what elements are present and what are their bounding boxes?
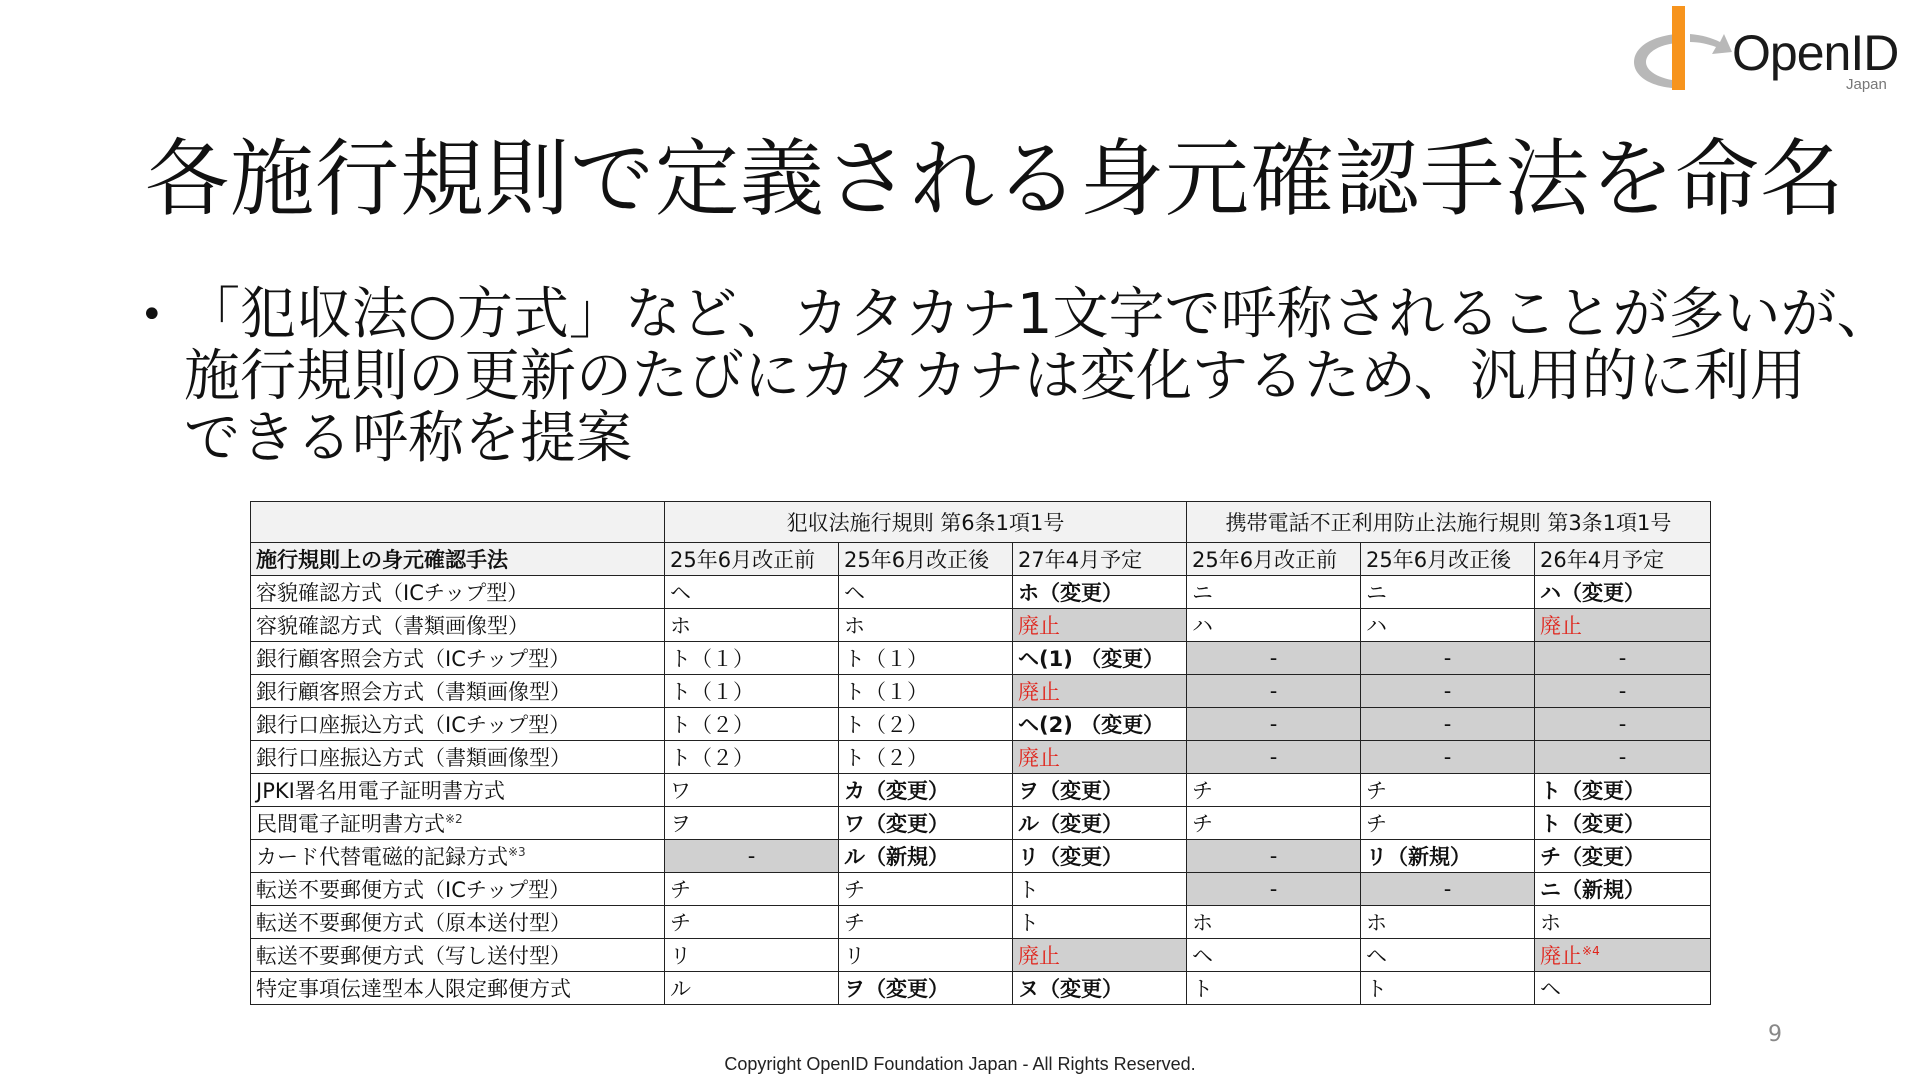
value-text: ホ: [670, 614, 691, 638]
method-cell: [251, 675, 665, 708]
method-cell: [251, 972, 665, 1005]
value-cell: [1361, 873, 1535, 906]
value-text: ト（２）: [844, 713, 928, 737]
method-label: 容貌確認方式（書類画像型）: [256, 614, 529, 638]
value-cell: [1013, 840, 1187, 873]
value-text: 廃止: [1018, 944, 1060, 968]
method-label: 銀行口座振込方式（書類画像型）: [256, 746, 571, 770]
value-text: ニ: [1366, 581, 1388, 605]
method-cell: [251, 807, 665, 840]
method-cell: [251, 840, 665, 873]
value-text: ヲ: [670, 812, 691, 836]
value-cell: [1535, 972, 1711, 1005]
value-cell: [1361, 675, 1535, 708]
value-text: チ: [1366, 812, 1388, 836]
method-label: 特定事項伝達型本人限定郵便方式: [256, 977, 571, 1001]
value-cell: [1535, 675, 1711, 708]
value-cell: [1535, 708, 1711, 741]
value-text: ハ: [1366, 614, 1388, 638]
value-text: ト: [1192, 977, 1214, 1001]
value-text: ヘ(1) （変更）: [1018, 647, 1165, 671]
value-cell: [1013, 807, 1187, 840]
table-row: [251, 972, 1711, 1005]
value-text: チ: [670, 878, 691, 902]
value-cell: [1361, 939, 1535, 972]
value-text: ヘ: [844, 581, 865, 605]
method-label: 転送不要郵便方式（写し送付型）: [256, 944, 571, 968]
value-text: -: [1618, 679, 1627, 703]
value-cell: [1361, 906, 1535, 939]
value-text: -: [1269, 745, 1278, 769]
value-cell: [1361, 576, 1535, 609]
value-cell: [1187, 972, 1361, 1005]
value-text: ホ: [1366, 911, 1388, 935]
value-text: ワ（変更）: [844, 812, 949, 836]
openid-logo-icon: [1628, 4, 1738, 94]
table-row: [251, 873, 1711, 906]
value-text: ニ: [1192, 581, 1214, 605]
slide-title: 各施行規則で定義される身元確認手法を命名: [145, 130, 1846, 228]
value-cell: [665, 609, 839, 642]
column-header: 26年4月予定: [1535, 543, 1711, 576]
value-text: 廃止: [1018, 746, 1060, 770]
value-cell: [1361, 807, 1535, 840]
openid-logo: [1628, 4, 1918, 94]
value-text: -: [1443, 679, 1452, 703]
value-text: ヘ: [1540, 977, 1562, 1001]
value-cell: [1361, 642, 1535, 675]
value-text: -: [747, 844, 756, 868]
value-text: -: [1443, 712, 1452, 736]
value-text: ト（２）: [844, 746, 928, 770]
value-cell: [839, 774, 1013, 807]
bullet-icon: •: [140, 292, 164, 338]
value-cell: [665, 840, 839, 873]
empty-header-cell: [251, 502, 665, 543]
value-cell: [839, 807, 1013, 840]
value-text: -: [1269, 646, 1278, 670]
value-text: ニ（新規）: [1540, 878, 1646, 902]
value-text: ト: [1366, 977, 1388, 1001]
value-text: -: [1443, 646, 1452, 670]
value-cell: [1013, 609, 1187, 642]
value-text: ヲ（変更）: [844, 977, 949, 1001]
value-cell: [1013, 642, 1187, 675]
footnote-mark: ※2: [445, 812, 463, 826]
value-cell: [1013, 972, 1187, 1005]
value-cell: [839, 708, 1013, 741]
value-cell: [839, 840, 1013, 873]
value-text: チ: [670, 911, 691, 935]
value-text: ハ: [1192, 614, 1214, 638]
value-cell: [665, 774, 839, 807]
value-text: ヘ: [670, 581, 691, 605]
value-text: チ（変更）: [1540, 845, 1646, 869]
value-cell: [839, 873, 1013, 906]
value-text: -: [1443, 877, 1452, 901]
value-text: -: [1269, 712, 1278, 736]
value-text: チ: [844, 911, 865, 935]
value-text: ト（１）: [844, 680, 928, 704]
value-text: リ（新規）: [1366, 845, 1472, 869]
value-cell: [1013, 741, 1187, 774]
value-cell: [1187, 609, 1361, 642]
value-text: チ: [1192, 779, 1214, 803]
value-cell: [839, 642, 1013, 675]
value-cell: [1013, 873, 1187, 906]
value-text: ヘ: [1366, 944, 1388, 968]
value-cell: [839, 576, 1013, 609]
value-cell: [1361, 741, 1535, 774]
value-cell: [1535, 642, 1711, 675]
value-cell: [1535, 873, 1711, 906]
value-cell: [665, 642, 839, 675]
column-header: 27年4月予定: [1013, 543, 1187, 576]
table-row: [251, 906, 1711, 939]
value-cell: [1187, 576, 1361, 609]
value-cell: [1361, 774, 1535, 807]
value-text: ル（変更）: [1018, 812, 1123, 836]
value-cell: [1013, 576, 1187, 609]
value-text: -: [1269, 844, 1278, 868]
table-row: [251, 807, 1711, 840]
value-text: ト（変更）: [1540, 779, 1646, 803]
value-cell: [1187, 675, 1361, 708]
value-text: ト（２）: [670, 713, 754, 737]
table-row: [251, 939, 1711, 972]
footnote-mark: ※4: [1582, 944, 1600, 958]
value-text: -: [1269, 679, 1278, 703]
logo-wordmark: OpenID: [1732, 25, 1899, 81]
method-cell: [251, 576, 665, 609]
value-cell: [1535, 774, 1711, 807]
value-cell: [839, 609, 1013, 642]
value-text: -: [1618, 745, 1627, 769]
table-row: [251, 741, 1711, 774]
value-text: リ: [844, 944, 865, 968]
value-cell: [665, 807, 839, 840]
value-cell: [1187, 774, 1361, 807]
value-text: ヘ(2) （変更）: [1018, 713, 1165, 737]
value-cell: [839, 906, 1013, 939]
value-text: ホ（変更）: [1018, 581, 1123, 605]
value-text: チ: [1192, 812, 1214, 836]
copyright-footer: Copyright OpenID Foundation Japan - All Rights Reserved.: [724, 1054, 1196, 1074]
value-cell: [1535, 840, 1711, 873]
method-cell: [251, 939, 665, 972]
value-cell: [1187, 642, 1361, 675]
value-cell: [839, 939, 1013, 972]
method-label: 銀行顧客照会方式（ICチップ型）: [256, 647, 571, 671]
table-row: [251, 675, 1711, 708]
value-cell: [1187, 939, 1361, 972]
value-text: 廃止: [1540, 944, 1583, 968]
value-cell: [1187, 807, 1361, 840]
method-label: 民間電子証明書方式: [256, 812, 445, 836]
value-cell: [1535, 906, 1711, 939]
method-label: 容貌確認方式（ICチップ型）: [256, 581, 529, 605]
bullet-line: 施行規則の更新のたびにカタカナは変化するため、汎用的に利用: [184, 344, 1806, 409]
value-cell: [1187, 873, 1361, 906]
value-text: ヲ（変更）: [1018, 779, 1123, 803]
value-cell: [839, 972, 1013, 1005]
value-cell: [1013, 708, 1187, 741]
value-cell: [1535, 609, 1711, 642]
bullet-line: 「犯収法○方式」など、カタカナ1文字で呼称されることが多いが、: [184, 282, 1893, 347]
value-cell: [1361, 609, 1535, 642]
value-cell: [1187, 708, 1361, 741]
bullet-line: できる呼称を提案: [184, 406, 632, 471]
value-cell: [1013, 906, 1187, 939]
value-text: ト: [1018, 878, 1039, 902]
column-header: 25年6月改正前: [665, 543, 839, 576]
value-cell: [665, 576, 839, 609]
value-text: ホ: [844, 614, 865, 638]
value-text: ハ（変更）: [1540, 581, 1646, 605]
value-text: リ: [670, 944, 691, 968]
method-cell: [251, 906, 665, 939]
value-cell: [665, 873, 839, 906]
value-cell: [1535, 807, 1711, 840]
value-cell: [665, 675, 839, 708]
group-header-keitai: 携帯電話不正利用防止法施行規則 第3条1項1号: [1187, 502, 1711, 543]
value-text: ト（１）: [670, 647, 754, 671]
value-text: リ（変更）: [1018, 845, 1123, 869]
table-row: [251, 576, 1711, 609]
value-text: ヘ: [1192, 944, 1214, 968]
value-text: 廃止: [1540, 614, 1583, 638]
footnote-mark: ※3: [508, 845, 526, 859]
value-cell: [665, 741, 839, 774]
table-column-header-row: [251, 543, 1711, 576]
method-cell: [251, 609, 665, 642]
logo-subtitle: Japan: [1846, 76, 1887, 93]
value-cell: [1361, 840, 1535, 873]
value-cell: [1187, 840, 1361, 873]
table-group-header-row: [251, 502, 1711, 543]
value-cell: [839, 741, 1013, 774]
value-cell: [1013, 675, 1187, 708]
value-cell: [1535, 939, 1711, 972]
method-label: カード代替電磁的記録方式: [256, 845, 508, 869]
value-text: カ（変更）: [844, 779, 949, 803]
group-header-hanshuho: 犯収法施行規則 第6条1項1号: [665, 502, 1187, 543]
table-row: [251, 774, 1711, 807]
bullet-point: [140, 282, 1893, 471]
value-cell: [1361, 708, 1535, 741]
value-text: ル: [670, 977, 691, 1001]
value-cell: [1535, 576, 1711, 609]
value-text: チ: [1366, 779, 1388, 803]
value-cell: [665, 939, 839, 972]
method-mapping-table: [250, 501, 1711, 1005]
value-cell: [1187, 906, 1361, 939]
value-text: 廃止: [1018, 680, 1060, 704]
value-text: チ: [844, 878, 865, 902]
column-header: 25年6月改正後: [839, 543, 1013, 576]
value-cell: [665, 708, 839, 741]
value-text: -: [1269, 877, 1278, 901]
value-cell: [1535, 741, 1711, 774]
value-cell: [1187, 741, 1361, 774]
value-text: ワ: [670, 779, 691, 803]
method-cell: [251, 708, 665, 741]
method-cell: [251, 774, 665, 807]
table-row: [251, 609, 1711, 642]
method-label: 転送不要郵便方式（ICチップ型）: [256, 878, 571, 902]
column-header: 25年6月改正後: [1361, 543, 1535, 576]
value-text: -: [1618, 646, 1627, 670]
value-text: ト（変更）: [1540, 812, 1646, 836]
method-cell: [251, 741, 665, 774]
column-header: 25年6月改正前: [1187, 543, 1361, 576]
value-cell: [1361, 972, 1535, 1005]
value-text: ホ: [1540, 911, 1562, 935]
page-number: 9: [1768, 1022, 1782, 1047]
value-text: ト（２）: [670, 746, 754, 770]
value-text: ル（新規）: [844, 845, 949, 869]
value-text: ヌ（変更）: [1018, 977, 1123, 1001]
value-cell: [1013, 774, 1187, 807]
table-row: [251, 840, 1711, 873]
table-row: [251, 708, 1711, 741]
value-text: ト: [1018, 911, 1039, 935]
value-cell: [839, 675, 1013, 708]
method-label: 転送不要郵便方式（原本送付型）: [256, 911, 571, 935]
method-label: 銀行口座振込方式（ICチップ型）: [256, 713, 571, 737]
value-text: ホ: [1192, 911, 1214, 935]
method-cell: [251, 642, 665, 675]
value-text: -: [1443, 745, 1452, 769]
value-text: ト（１）: [844, 647, 928, 671]
method-cell: [251, 873, 665, 906]
method-label: JPKI署名用電子証明書方式: [256, 779, 505, 803]
method-column-header: 施行規則上の身元確認手法: [251, 543, 665, 576]
value-text: -: [1618, 712, 1627, 736]
method-label: 銀行顧客照会方式（書類画像型）: [256, 680, 571, 704]
value-cell: [665, 972, 839, 1005]
table-row: [251, 642, 1711, 675]
value-cell: [665, 906, 839, 939]
value-text: ト（１）: [670, 680, 754, 704]
value-cell: [1013, 939, 1187, 972]
value-text: 廃止: [1018, 614, 1060, 638]
